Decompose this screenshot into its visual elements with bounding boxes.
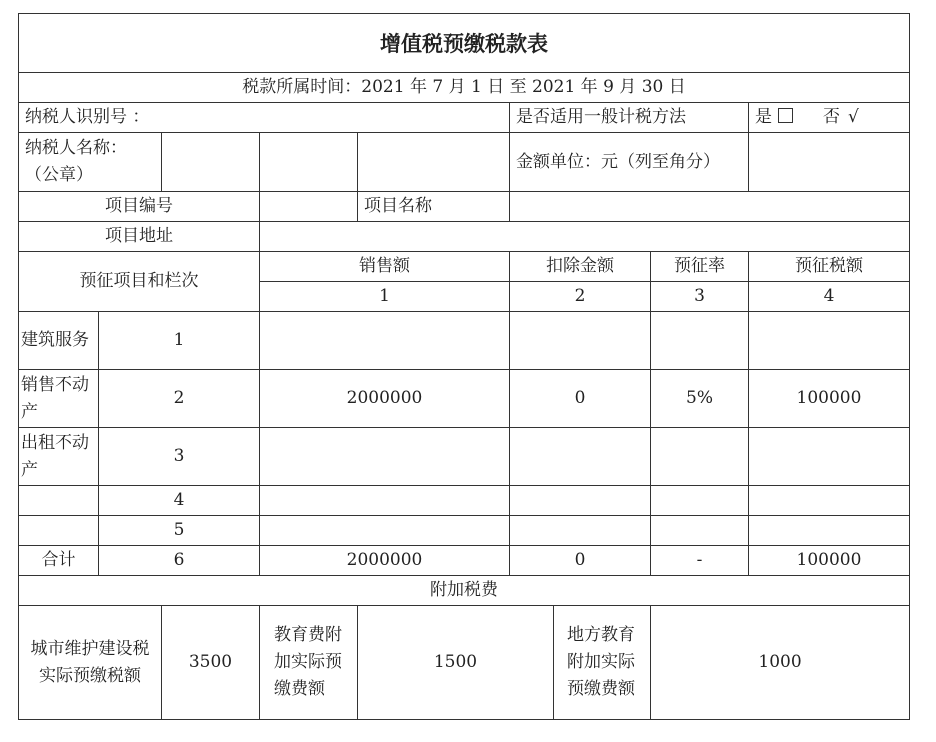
project-no-row (19, 192, 910, 222)
tax-period: 税款所属时间：2021 年 7 月 1 日 至 2021 年 9 月 30 日 (19, 73, 910, 103)
row-rate[interactable] (651, 312, 749, 370)
row-sales[interactable]: 2000000 (260, 546, 510, 576)
title-row (19, 14, 910, 73)
project-name-value[interactable] (510, 192, 910, 222)
table-row (19, 370, 910, 428)
table-row (19, 312, 910, 370)
col-header-sales: 销售额 (260, 252, 510, 282)
row-sales[interactable] (260, 312, 510, 370)
row-name (19, 486, 99, 516)
col-number-1: 1 (260, 282, 510, 312)
taxpayer-name-cell-2[interactable] (260, 133, 358, 192)
row-tax[interactable] (749, 486, 910, 516)
row-name: 出租不动产 (19, 428, 99, 486)
row-deduction[interactable] (510, 312, 651, 370)
amount-unit-label: 金额单位：元（列至角分） (510, 133, 749, 192)
row-sales[interactable]: 2000000 (260, 370, 510, 428)
taxpayer-id-row (19, 103, 910, 133)
row-deduction[interactable]: 0 (510, 370, 651, 428)
row-rate[interactable]: - (651, 546, 749, 576)
col-number-4: 4 (749, 282, 910, 312)
local-education-fee-value[interactable]: 1000 (651, 606, 910, 720)
row-deduction[interactable] (510, 428, 651, 486)
project-name-label: 项目名称 (358, 192, 510, 222)
row-name: 合计 (19, 546, 99, 576)
row-deduction[interactable] (510, 516, 651, 546)
row-sales[interactable] (260, 486, 510, 516)
amount-unit-cell[interactable] (749, 133, 910, 192)
row-name: 销售不动产 (19, 370, 99, 428)
no-label: 否 (823, 107, 840, 127)
taxpayer-name-row (19, 133, 910, 192)
table-row (19, 486, 910, 516)
education-fee-value[interactable]: 1500 (358, 606, 554, 720)
urban-tax-value[interactable]: 3500 (162, 606, 260, 720)
table-row (19, 428, 910, 486)
row-sales[interactable] (260, 428, 510, 486)
general-method-label: 是否适用一般计税方法 (510, 103, 749, 133)
project-address-label: 项目地址 (19, 222, 260, 252)
row-line: 2 (99, 370, 260, 428)
row-sales[interactable] (260, 516, 510, 546)
row-rate[interactable] (651, 486, 749, 516)
project-address-value[interactable] (260, 222, 910, 252)
items-header: 预征项目和栏次 (19, 252, 260, 312)
col-header-rate: 预征率 (651, 252, 749, 282)
row-deduction[interactable] (510, 486, 651, 516)
prepayment-tax-form (18, 13, 910, 720)
taxpayer-name-cell-1[interactable] (162, 133, 260, 192)
yes-checkbox[interactable] (778, 108, 793, 123)
yes-label: 是 (755, 107, 772, 127)
col-number-3: 3 (651, 282, 749, 312)
education-fee-label: 教育费附加实际预缴费额 (260, 606, 358, 720)
row-line: 1 (99, 312, 260, 370)
form-title: 增值税预缴税款表 (19, 14, 910, 73)
table-row (19, 516, 910, 546)
row-line: 4 (99, 486, 260, 516)
row-tax[interactable] (749, 312, 910, 370)
row-line: 3 (99, 428, 260, 486)
row-deduction[interactable]: 0 (510, 546, 651, 576)
col-number-2: 2 (510, 282, 651, 312)
col-header-deduction: 扣除金额 (510, 252, 651, 282)
period-row (19, 73, 910, 103)
taxpayer-name-cell-3[interactable] (358, 133, 510, 192)
row-rate[interactable] (651, 516, 749, 546)
table-row (19, 546, 910, 576)
row-rate[interactable]: 5% (651, 370, 749, 428)
row-tax[interactable] (749, 428, 910, 486)
local-education-fee-label: 地方教育附加实际预缴费额 (554, 606, 651, 720)
row-tax[interactable]: 100000 (749, 546, 910, 576)
surcharge-row (19, 606, 910, 720)
row-name (19, 516, 99, 546)
col-header-tax: 预征税额 (749, 252, 910, 282)
row-rate[interactable] (651, 428, 749, 486)
row-tax[interactable] (749, 516, 910, 546)
project-no-value[interactable] (260, 192, 358, 222)
row-name: 建筑服务 (19, 312, 99, 370)
taxpayer-id-label: 纳税人识别号 ： (19, 103, 510, 133)
taxpayer-name-label: 纳税人名称：（公章） (19, 133, 162, 192)
project-no-label: 项目编号 (19, 192, 260, 222)
row-line: 5 (99, 516, 260, 546)
row-line: 6 (99, 546, 260, 576)
urban-tax-label: 城市维护建设税实际预缴税额 (19, 606, 162, 720)
no-checkmark[interactable]: √ (848, 107, 859, 127)
column-header-row (19, 252, 910, 282)
row-tax[interactable]: 100000 (749, 370, 910, 428)
general-method-options (749, 103, 910, 133)
surcharge-header: 附加税费 (19, 576, 910, 606)
surcharge-header-row (19, 576, 910, 606)
project-address-row (19, 222, 910, 252)
